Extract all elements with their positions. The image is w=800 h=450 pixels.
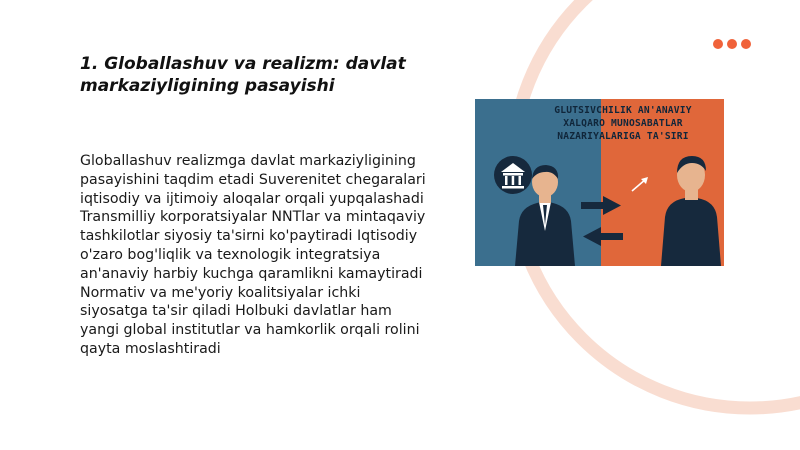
menu-dots-icon[interactable] (713, 39, 751, 49)
dot (713, 39, 723, 49)
slide-title: 1. Globallashuv va realizm: davlat markaziyligining pasayishi (80, 54, 406, 96)
slide-body-text: Globallashuv realizmga davlat markaziyligining pasayishini taqdim etadi Suverenitet chegaralari iqtisodiy va ijtimoiy aloqalar orqali yupqalashadi Transmilliy korporatsiyalar NNTlar va mintaqaviy tashkilotlar siyosiy ta'sirni ko'paytiradi Iqtisodiy o'zaro bog'liqlik va texnologik integratsiya an'anaviy harbiy kuchga qaramlikni kamaytiradi Normativ va me'yoriy koalitsiyalar ichki siyosatga ta'sir qiladi Holbuki davlatlar ham yangi global institutlar va hamkorlik orqali rolini qayta moslashtiradi (80, 153, 426, 357)
illustration (475, 99, 724, 266)
illustration-caption: GLUTSIVCHILIK AN'ANAVIY XALQARO MUNOSABATLAR NAZARIYALARIGA TA'SIRI (554, 105, 692, 142)
dot (727, 39, 737, 49)
government-building-icon (494, 156, 532, 194)
dot (741, 39, 751, 49)
